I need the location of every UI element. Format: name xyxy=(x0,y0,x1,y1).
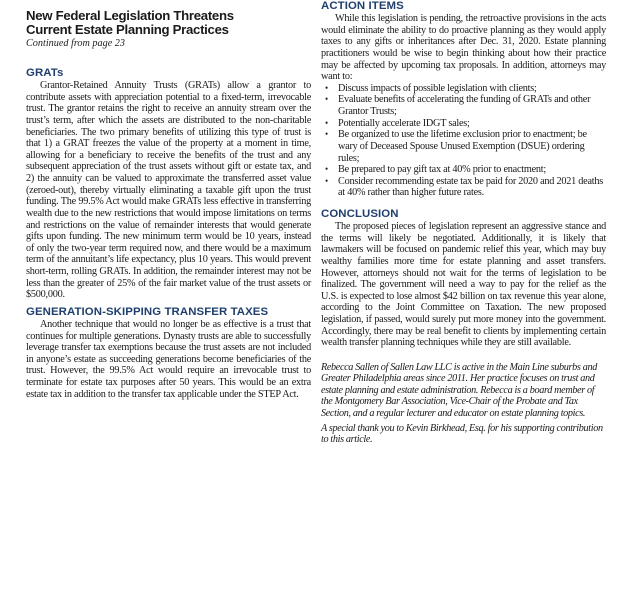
list-item-text: Be organized to use the lifetime exclusion prior to enactment; be wary of Deceased Spouse Unused Exemption (DSUE) ordering rules; xyxy=(338,129,587,164)
action-items-heading: ACTION ITEMS xyxy=(321,0,404,12)
left-column xyxy=(26,0,311,400)
article-title xyxy=(26,9,311,37)
bullet-icon: • xyxy=(325,175,328,186)
article-title-line-2: Current Estate Planning Practices xyxy=(26,22,229,37)
list-item-text: Evaluate benefits of accelerating the funding of GRATs and other Grantor Trusts; xyxy=(338,94,591,117)
author-thanks: A special thank you to Kevin Birkhead, Esq. for his supporting contribution to this article. xyxy=(321,422,603,446)
bullet-icon: • xyxy=(325,117,328,128)
list-item-text: Potentially accelerate IDGT sales; xyxy=(338,117,470,129)
conclusion-paragraph: The proposed pieces of legislation represent an aggressive stance and the terms will likely be negotiated. Additionally, it is likely that lawmakers will be focused on pandemic relief this year, which may buy wealthy families more time for estate planning and asset transfers. However, attorneys should not wait for the terms of legislation to be finalized. The government will need a way to pay for the relief as the U.S. is expected to lose almost $42 billion on tax revenue this year alone, according to the Joint Committee on Taxation. The new proposed legislation, if passed, would surely put more money into the government. Accordingly, there may be real benefit to clients by implementing certain wealth transfer planning techniques while they are still available. xyxy=(321,221,606,349)
list-item xyxy=(321,94,606,117)
list-item xyxy=(321,83,606,95)
continued-note: Continued from page 23 xyxy=(26,38,125,49)
list-item xyxy=(321,129,606,164)
list-item xyxy=(321,164,606,176)
grats-heading: GRATs xyxy=(26,67,64,79)
bullet-icon: • xyxy=(325,82,328,93)
action-items-paragraph: While this legislation is pending, the retroactive provisions in the acts would eliminate the ability to do proactive planning as they would apply taxes to any gifts or inheritances after Dec. 31, 2020. Estate planning practitioners would be wise to begin thinking about how their practice may be affected by upcoming tax proposals. In addition, attorneys may want to: xyxy=(321,13,606,83)
bullet-icon: • xyxy=(325,164,328,175)
bullet-icon: • xyxy=(325,129,328,140)
author-bio: Rebecca Sallen of Sallen Law LLC is active in the Main Line suburbs and Greater Philadelphia areas since 2011. Her practice focuses on trust and estate planning and estate administration. Rebecca is a board member of the Montgomery Bar Association, Vice-Chair of the Probate and Tax Section, and a regular lecturer and educator on estate planning topics. xyxy=(321,361,597,419)
conclusion-heading: CONCLUSION xyxy=(321,208,399,220)
list-item-text: Discuss impacts of possible legislation with clients; xyxy=(338,82,537,94)
list-item xyxy=(321,176,606,199)
bullet-icon: • xyxy=(325,94,328,105)
grats-paragraph: Grantor-Retained Annuity Trusts (GRATs) allow a grantor to contribute assets with appreciation potential to a fixed-term, irrevocable trust. The grantor retains the right to receive an annuity stream over the trust’s term, after which the assets are distributed to the non-charitable beneficiaries. The two primary benefits of utilizing this type of trust is that 1) a GRAT freezes the value of the property at a moment in time, allowing for a beneficiary to receive the benefits of the trust and any subsequent appreciation of the trust assets without gift or estate tax, and 2) the annuity can be valued to approximate the transferred asset value (zeroed-out), thereby virtually eliminating a taxable gift upon the trust funding. The 99.5% Act would make GRATs less effective in transferring wealth due to the new restrictions that would impose limitations on terms and restrictions on the value of remainder interests that would generate gifts upon funding. The new minimum term would be 10 years, instead of only the two-year term required now, and there would be a maximum term of the annuitant’s life expectancy, plus 10 years. This would prevent short-term, rolling GRATs. In addition, the remainder interest may not be less than the greater of 25% of the fair market value of the trust assets or $500,000. xyxy=(26,80,311,301)
article-title-line-1: New Federal Legislation Threatens xyxy=(26,8,234,23)
right-column xyxy=(321,0,606,446)
gst-heading: GENERATION-SKIPPING TRANSFER TAXES xyxy=(26,305,269,318)
list-item-text: Consider recommending estate tax be paid for 2020 and 2021 deaths at 40% rather than higher future rates. xyxy=(338,175,603,199)
gst-paragraph: Another technique that would no longer be as effective is a trust that continues for multiple generations. Dynasty trusts are able to successfully leverage transfer tax exemptions because the trust assets are not included in anyone’s estate as succeeding generations become beneficiaries of the trust. However, the 99.5% Act would require an irrevocable trust to terminate for estate tax purposes after 50 years. This would be an extra estate tax in addition to the transfer tax applicable under the STEP Act. xyxy=(26,318,311,400)
list-item-text: Be prepared to pay gift tax at 40% prior to enactment; xyxy=(338,164,546,176)
list-item xyxy=(321,118,606,130)
action-items-list xyxy=(321,83,606,199)
